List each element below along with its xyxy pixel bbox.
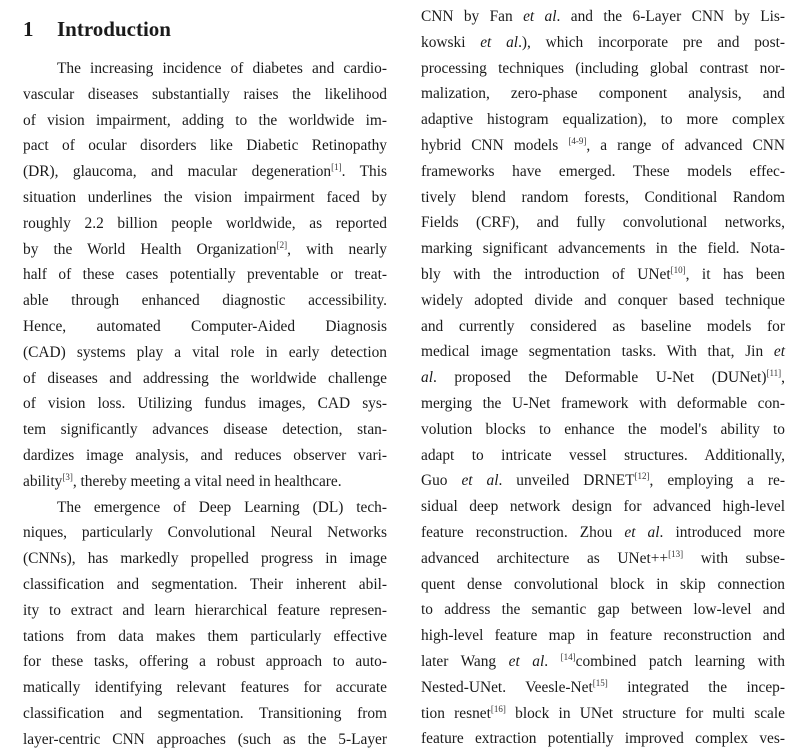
text-line bbox=[23, 211, 387, 237]
text-run: widely adopted divide and conquer based technique bbox=[421, 291, 785, 309]
text-line bbox=[23, 340, 387, 366]
text-line bbox=[421, 701, 785, 727]
text-line bbox=[421, 649, 785, 675]
text-run: tations from data makes them particularly effective bbox=[23, 627, 387, 645]
text-line bbox=[23, 262, 387, 288]
text-line bbox=[421, 30, 785, 56]
text-line bbox=[421, 597, 785, 623]
text-run: malization, zero-phase component analysis, and bbox=[421, 85, 785, 103]
text-line bbox=[23, 56, 387, 82]
text-run: half of these cases potentially preventable or treat- bbox=[23, 266, 387, 284]
text-run: medical image segmentation tasks. With that, Jin bbox=[421, 343, 774, 361]
text-run: sidual deep network design for advanced high-level bbox=[421, 498, 785, 516]
text-run: with subse- bbox=[683, 549, 785, 567]
text-run: high-level feature map in feature reconstruction and bbox=[421, 627, 785, 645]
text-run: , employing a re- bbox=[649, 472, 785, 490]
text-line bbox=[421, 623, 785, 649]
text-run: combined patch learning with bbox=[575, 652, 785, 670]
text-line bbox=[421, 417, 785, 443]
text-run: processing techniques (including global contrast nor- bbox=[421, 59, 785, 77]
text-run: tion resnet bbox=[421, 704, 491, 722]
text-run: roughly 2.2 billion people worldwide, as reported bbox=[23, 214, 387, 232]
text-line bbox=[421, 675, 785, 701]
italic-text: et al bbox=[480, 33, 519, 51]
italic-text: et al bbox=[523, 8, 557, 25]
text-run: situation underlines the vision impairment faced by bbox=[23, 188, 387, 206]
right-column bbox=[421, 4, 785, 752]
text-run: classification and segmentation. Their inherent abil- bbox=[23, 575, 387, 593]
text-line bbox=[421, 185, 785, 211]
text-line bbox=[421, 314, 785, 340]
text-line bbox=[421, 443, 785, 469]
text-line bbox=[421, 210, 785, 236]
citation-ref: [13] bbox=[668, 548, 684, 559]
text-run: The increasing incidence of diabetes and cardio- bbox=[57, 60, 387, 77]
text-run: dardizes image analysis, and reduces observer vari- bbox=[23, 446, 387, 464]
text-line bbox=[421, 391, 785, 417]
citation-ref: [11] bbox=[766, 368, 782, 379]
text-line bbox=[23, 675, 387, 701]
text-run: layer-centric CNN approaches (such as the 5-Layer bbox=[23, 730, 387, 748]
text-run: . bbox=[544, 652, 561, 670]
text-run: . This bbox=[341, 163, 388, 181]
citation-ref: [3] bbox=[62, 471, 73, 482]
citation-ref: [16] bbox=[490, 703, 506, 714]
text-run: kowski bbox=[421, 33, 481, 51]
text-line bbox=[421, 468, 785, 494]
text-line bbox=[421, 288, 785, 314]
text-line bbox=[23, 391, 387, 417]
text-run: ability bbox=[23, 472, 63, 490]
text-run: of diseases and addressing the worldwide challenge bbox=[23, 369, 387, 387]
text-run: block in UNet structure for multi scale bbox=[505, 704, 785, 722]
text-line bbox=[23, 288, 387, 314]
text-line bbox=[421, 107, 785, 133]
italic-text: al bbox=[421, 369, 433, 387]
text-run: tem significantly advances disease detection, stan- bbox=[23, 421, 387, 439]
citation-ref: [4-9] bbox=[568, 135, 587, 146]
text-run: marking significant advancements in the field. Nota- bbox=[421, 240, 785, 258]
text-run: adaptive histogram equalization), to more complex bbox=[421, 111, 785, 129]
text-run: hybrid CNN models bbox=[421, 136, 569, 154]
text-run: , it has been bbox=[685, 265, 785, 283]
text-run: able through enhanced diagnostic accessibility. bbox=[23, 292, 387, 310]
text-line bbox=[421, 56, 785, 82]
left-column bbox=[23, 0, 387, 753]
text-line bbox=[23, 572, 387, 598]
text-run: Nested-UNet. Veesle-Net bbox=[421, 678, 593, 696]
text-line bbox=[23, 82, 387, 108]
citation-ref: [10] bbox=[670, 264, 686, 275]
text-run: niques, particularly Convolutional Neural Networks bbox=[23, 524, 387, 542]
text-run: feature extraction potentially improved complex ves- bbox=[421, 730, 785, 748]
text-run: frameworks have emerged. These models effec- bbox=[421, 162, 785, 180]
italic-text: et al bbox=[624, 523, 660, 541]
text-run: feature reconstruction. Zhou bbox=[421, 523, 625, 541]
text-line bbox=[23, 237, 387, 263]
text-line bbox=[421, 546, 785, 572]
text-run: later Wang bbox=[421, 652, 509, 670]
text-line bbox=[23, 598, 387, 624]
text-run: (CAD) systems play a vital role in early detection bbox=[23, 343, 387, 361]
text-run: , with nearly bbox=[287, 240, 388, 258]
text-run: advanced architecture as UNet++ bbox=[421, 549, 669, 567]
text-run: to address the semantic gap between low-level and bbox=[421, 601, 785, 619]
text-run: pact of ocular disorders like Diabetic Retinopathy bbox=[23, 137, 387, 155]
text-line bbox=[23, 443, 387, 469]
text-run: integrated the incep- bbox=[607, 678, 785, 696]
text-line bbox=[421, 81, 785, 107]
italic-text: et al bbox=[461, 472, 499, 490]
text-line bbox=[23, 133, 387, 159]
text-line bbox=[421, 4, 785, 30]
left-column-body bbox=[23, 56, 387, 753]
text-run: adapt to intricate vessel structures. Additionally, bbox=[421, 446, 785, 464]
text-line bbox=[421, 236, 785, 262]
text-run: , a range of advanced CNN bbox=[586, 136, 785, 154]
text-line bbox=[421, 159, 785, 185]
citation-ref: [1] bbox=[331, 162, 342, 173]
text-run: . and the 6-Layer CNN by Lis- bbox=[556, 8, 785, 25]
text-run: vascular diseases substantially raises the likelihood bbox=[23, 85, 387, 103]
text-run: tively blend random forests, Conditional Random bbox=[421, 188, 785, 206]
text-line bbox=[23, 495, 387, 521]
italic-text: et al bbox=[508, 652, 545, 670]
text-line bbox=[421, 365, 785, 391]
text-line bbox=[23, 314, 387, 340]
text-line bbox=[421, 262, 785, 288]
text-run: (CNNs), has markedly propelled progress in image bbox=[23, 550, 387, 568]
text-line bbox=[23, 727, 387, 753]
text-line bbox=[421, 339, 785, 365]
text-run: CNN by Fan bbox=[421, 8, 524, 25]
section-number: 1 bbox=[23, 17, 34, 41]
text-run: (DR), glaucoma, and macular degeneration bbox=[23, 163, 332, 181]
text-line bbox=[421, 520, 785, 546]
text-run: . proposed the Deformable U-Net (DUNet) bbox=[432, 369, 767, 387]
text-run: for these tasks, offering a robust approach to auto- bbox=[23, 653, 387, 671]
text-run: Guo bbox=[421, 472, 462, 490]
text-run: matically identifying relevant features for accurate bbox=[23, 679, 387, 697]
text-run: . introduced more bbox=[659, 523, 785, 541]
text-line bbox=[23, 546, 387, 572]
text-run: merging the U-Net framework with deformable con- bbox=[421, 394, 785, 412]
text-run: .), which incorporate pre and post- bbox=[518, 33, 785, 51]
section-heading bbox=[23, 16, 387, 42]
text-line bbox=[23, 469, 387, 495]
text-line bbox=[421, 726, 785, 752]
text-run: The emergence of Deep Learning (DL) tech- bbox=[57, 498, 387, 516]
citation-ref: [2] bbox=[276, 239, 288, 250]
text-run: Hence, automated Computer-Aided Diagnosis bbox=[23, 317, 387, 335]
right-column-body bbox=[421, 4, 785, 752]
text-line bbox=[23, 366, 387, 392]
text-run: . unveiled DRNET bbox=[498, 472, 635, 490]
text-run: bly with the introduction of UNet bbox=[421, 265, 671, 283]
text-line bbox=[23, 649, 387, 675]
text-run: , thereby meeting a vital need in healthcare. bbox=[72, 472, 342, 490]
text-run: and currently considered as baseline models for bbox=[421, 317, 785, 335]
italic-text: et bbox=[773, 343, 785, 361]
text-line bbox=[23, 624, 387, 650]
text-line bbox=[421, 133, 785, 159]
text-line bbox=[23, 108, 387, 134]
section-title: Introduction bbox=[57, 17, 171, 41]
text-run: ity to extract and learn hierarchical feature represen- bbox=[23, 601, 387, 619]
text-run: classification and segmentation. Transitioning from bbox=[23, 704, 387, 722]
citation-ref: [14] bbox=[560, 651, 576, 662]
text-run: of vision loss. Utilizing fundus images, CAD sys- bbox=[23, 395, 387, 413]
text-run: , bbox=[781, 369, 785, 387]
text-line bbox=[23, 159, 387, 185]
text-run: of vision impairment, adding to the worldwide im- bbox=[23, 111, 387, 129]
text-run: by the World Health Organization bbox=[23, 240, 277, 258]
text-run: Fields (CRF), and fully convolutional networks, bbox=[421, 214, 785, 232]
text-line bbox=[23, 520, 387, 546]
text-line bbox=[23, 701, 387, 727]
text-run: quent dense convolutional block in skip connection bbox=[421, 575, 785, 593]
text-line bbox=[23, 185, 387, 211]
text-run: volution blocks to enhance the model's ability to bbox=[421, 420, 785, 438]
text-line bbox=[23, 417, 387, 443]
text-line bbox=[421, 572, 785, 598]
citation-ref: [15] bbox=[592, 677, 608, 688]
text-line bbox=[421, 494, 785, 520]
citation-ref: [12] bbox=[634, 471, 650, 482]
